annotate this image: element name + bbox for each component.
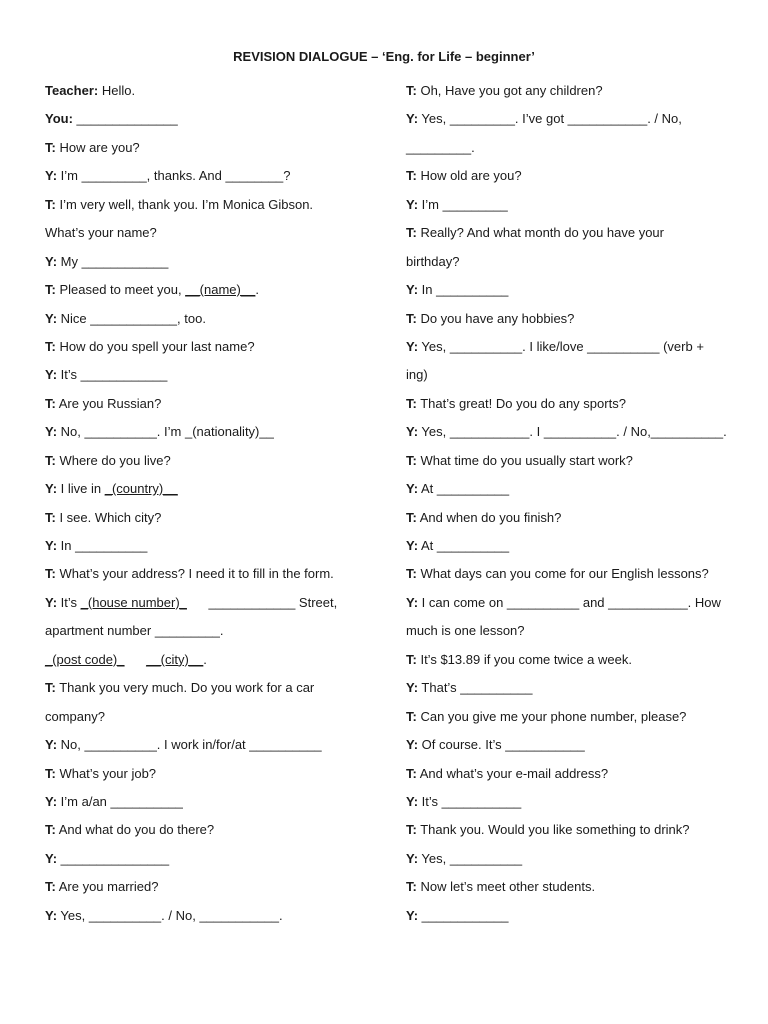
underlined-placeholder: _(country)__ [104, 481, 178, 497]
line-text: Where do you live? [55, 452, 171, 468]
dialogue-line [45, 563, 385, 591]
speaker-label: Y: [406, 907, 419, 923]
dialogue-line [45, 137, 385, 165]
dialogue-line [406, 308, 736, 336]
dialogue-line [406, 137, 736, 165]
dialogue-column-left [45, 80, 385, 933]
line-text: birthday? [406, 253, 460, 269]
speaker-label: Y: [406, 424, 419, 440]
speaker-label: Y: [406, 850, 419, 866]
line-text: I’m a/an __________ [57, 793, 183, 809]
speaker-label: Y: [45, 424, 58, 440]
line-text: Pleased to meet you, [55, 282, 186, 298]
dialogue-line [45, 421, 385, 449]
speaker-label: Y: [45, 253, 58, 269]
line-text: What days can you come for our English lessons? [416, 566, 709, 582]
speaker-label: Y: [406, 196, 419, 212]
speaker-label: T: [406, 509, 417, 525]
dialogue-line [406, 876, 736, 904]
speaker-label: Y: [406, 737, 419, 753]
line-text: How do you spell your last name? [55, 338, 255, 354]
speaker-label: Y: [45, 737, 58, 753]
line-text: company? [45, 708, 105, 724]
speaker-label: Y: [45, 168, 58, 184]
speaker-label: You: [45, 111, 73, 127]
speaker-label: T: [406, 879, 417, 895]
dialogue-line [45, 592, 385, 620]
speaker-label: Y: [406, 594, 419, 610]
line-text: Nice ____________, too. [57, 310, 206, 326]
speaker-label: Y: [406, 481, 419, 497]
dialogue-line [406, 791, 736, 819]
line-text: Yes, __________. I like/love __________ (verb + [418, 338, 704, 354]
dialogue-line [406, 763, 736, 791]
dialogue-line [45, 649, 385, 677]
dialogue-line [45, 706, 385, 734]
dialogue-line [45, 791, 385, 819]
speaker-label: T: [406, 765, 417, 781]
line-text: Can you give me your phone number, please? [416, 708, 687, 724]
line-text: No, __________. I work in/for/at __________ [57, 737, 322, 753]
line-text: I’m very well, thank you. I’m Monica Gibson. [55, 196, 314, 212]
line-text: That’s __________ [418, 680, 533, 696]
underlined-placeholder: _(post code)_ [45, 651, 125, 667]
line-text: Thank you. Would you like something to drink? [416, 822, 690, 838]
speaker-label: T: [406, 310, 417, 326]
speaker-label: T: [406, 225, 417, 241]
line-text: Thank you very much. Do you work for a car [55, 680, 315, 696]
speaker-label: T: [45, 879, 56, 895]
dialogue-line [45, 108, 385, 136]
speaker-label: T: [406, 83, 417, 98]
dialogue-line [406, 421, 736, 449]
line-text: I’m _________, thanks. And ________? [57, 168, 291, 184]
line-text: And what’s your e-mail address? [416, 765, 609, 781]
dialogue-line [45, 734, 385, 762]
dialogue-line [406, 251, 736, 279]
speaker-label: Y: [45, 481, 58, 497]
dialogue-line [45, 848, 385, 876]
speaker-label: T: [406, 395, 417, 411]
line-text: Yes, __________. / No, ___________. [57, 907, 283, 923]
line-text: I can come on __________ and ___________. How [418, 594, 721, 610]
dialogue-line [45, 364, 385, 392]
speaker-label: T: [406, 566, 417, 582]
speaker-label: Y: [45, 538, 58, 553]
dialogue-line [45, 251, 385, 279]
worksheet-title: REVISION DIALOGUE – ‘Eng. for Life – beginner’ [233, 49, 535, 64]
line-text: Are you Russian? [55, 395, 162, 411]
line-text: _________. [406, 139, 475, 155]
dialogue-line [406, 108, 736, 136]
speaker-label: T: [406, 168, 417, 184]
speaker-label: T: [45, 139, 56, 155]
underlined-placeholder: __(city)__ [146, 651, 204, 667]
speaker-label: Y: [406, 282, 419, 298]
speaker-label: T: [45, 765, 56, 781]
dialogue-line [45, 450, 385, 478]
dialogue-line [45, 763, 385, 791]
line-text: I see. Which city? [55, 509, 162, 525]
line-text: apartment number _________. [45, 623, 224, 639]
dialogue-line [406, 364, 736, 392]
line-text: It’s ___________ [418, 793, 522, 809]
line-text: No, __________. I’m _(nationality)__ [57, 424, 274, 440]
dialogue-line [406, 620, 736, 648]
dialogue-line [45, 905, 385, 933]
line-text: I live in [57, 481, 105, 497]
line-text: In __________ [57, 538, 148, 553]
line-text: ____________ Street, [186, 594, 338, 610]
speaker-label: Y: [45, 850, 58, 866]
line-text: It’s ____________ [57, 367, 168, 383]
dialogue-line [45, 478, 385, 506]
speaker-label: T: [45, 282, 56, 298]
speaker-label: Y: [45, 793, 58, 809]
line-text: Oh, Have you got any children? [416, 83, 603, 98]
dialogue-line [45, 165, 385, 193]
speaker-label: T: [45, 395, 56, 411]
line-text: Yes, ___________. I __________. / No,__________. [418, 424, 727, 440]
dialogue-line [406, 478, 736, 506]
line-text: I’m _________ [418, 196, 508, 212]
dialogue-line [406, 563, 736, 591]
line-text: It’s $13.89 if you come twice a week. [416, 651, 632, 667]
dialogue-line [406, 649, 736, 677]
line-text: Now let’s meet other students. [416, 879, 596, 895]
line-text: At __________ [418, 481, 510, 497]
speaker-label: T: [45, 680, 56, 696]
dialogue-line [45, 80, 385, 108]
dialogue-line [406, 734, 736, 762]
line-text: Really? And what month do you have your [416, 225, 664, 241]
speaker-label: T: [45, 196, 56, 212]
line-text: How are you? [55, 139, 140, 155]
dialogue-line [45, 308, 385, 336]
dialogue-line [406, 905, 736, 933]
line-text: What’s your job? [55, 765, 157, 781]
dialogue-line [45, 222, 385, 250]
speaker-label: T: [406, 822, 417, 838]
line-text: Hello. [98, 83, 136, 98]
line-text: And when do you finish? [416, 509, 562, 525]
dialogue-line [45, 819, 385, 847]
speaker-label: T: [45, 338, 56, 354]
line-text: Are you married? [55, 879, 159, 895]
dialogue-line [45, 194, 385, 222]
line-text: What’s your name? [45, 225, 157, 241]
speaker-label: T: [45, 452, 56, 468]
dialogue-line [45, 336, 385, 364]
line-text: ______________ [72, 111, 178, 127]
line-text: Do you have any hobbies? [416, 310, 575, 326]
dialogue-line [45, 507, 385, 535]
speaker-label: Y: [45, 310, 58, 326]
dialogue-line [45, 393, 385, 421]
line-text: What time do you usually start work? [416, 452, 633, 468]
speaker-label: Teacher: [45, 83, 99, 98]
dialogue-line [45, 620, 385, 648]
speaker-label: Y: [45, 367, 58, 383]
speaker-label: Y: [406, 793, 419, 809]
line-text: Yes, _________. I’ve got ___________. / No, [418, 111, 682, 127]
dialogue-line [406, 450, 736, 478]
dialogue-line [406, 222, 736, 250]
line-text: And what do you do there? [55, 822, 215, 838]
speaker-label: Y: [45, 594, 58, 610]
speaker-label: T: [45, 822, 56, 838]
speaker-label: T: [45, 566, 56, 582]
speaker-label: T: [406, 708, 417, 724]
line-text: What’s your address? I need it to fill in the form. [55, 566, 334, 582]
dialogue-line [406, 706, 736, 734]
line-text: My ____________ [57, 253, 169, 269]
line-text: . [255, 282, 259, 298]
speaker-label: Y: [406, 538, 419, 553]
line-text: ing) [406, 367, 428, 383]
dialogue-line [406, 677, 736, 705]
line-text: In __________ [418, 282, 509, 298]
dialogue-line [406, 80, 736, 108]
dialogue-line [45, 279, 385, 307]
dialogue-line [406, 848, 736, 876]
line-text: ____________ [418, 907, 509, 923]
speaker-label: Y: [406, 338, 419, 354]
line-text: much is one lesson? [406, 623, 525, 639]
dialogue-column-right [406, 80, 736, 933]
speaker-label: T: [406, 651, 417, 667]
dialogue-line [406, 819, 736, 847]
dialogue-line [406, 279, 736, 307]
dialogue-line [406, 165, 736, 193]
underlined-placeholder: _(house number)_ [80, 594, 187, 610]
dialogue-line [406, 336, 736, 364]
dialogue-line [45, 876, 385, 904]
line-text: How old are you? [416, 168, 522, 184]
speaker-label: Y: [406, 680, 419, 696]
line-text: _______________ [57, 850, 170, 866]
dialogue-line [406, 507, 736, 535]
dialogue-line [406, 393, 736, 421]
dialogue-line [406, 194, 736, 222]
dialogue-line [45, 677, 385, 705]
line-text: At __________ [418, 538, 510, 553]
underlined-placeholder: __(name)__ [185, 282, 256, 298]
dialogue-line [406, 535, 736, 563]
speaker-label: T: [406, 452, 417, 468]
line-text: That’s great! Do you do any sports? [416, 395, 626, 411]
line-text: It’s [57, 594, 81, 610]
speaker-label: Y: [406, 111, 419, 127]
dialogue-line [45, 535, 385, 563]
dialogue-line [406, 592, 736, 620]
line-text: Of course. It’s ___________ [418, 737, 585, 753]
line-text: . [203, 651, 207, 667]
line-text: Yes, __________ [418, 850, 523, 866]
line-text [125, 652, 147, 667]
speaker-label: T: [45, 509, 56, 525]
speaker-label: Y: [45, 907, 58, 923]
